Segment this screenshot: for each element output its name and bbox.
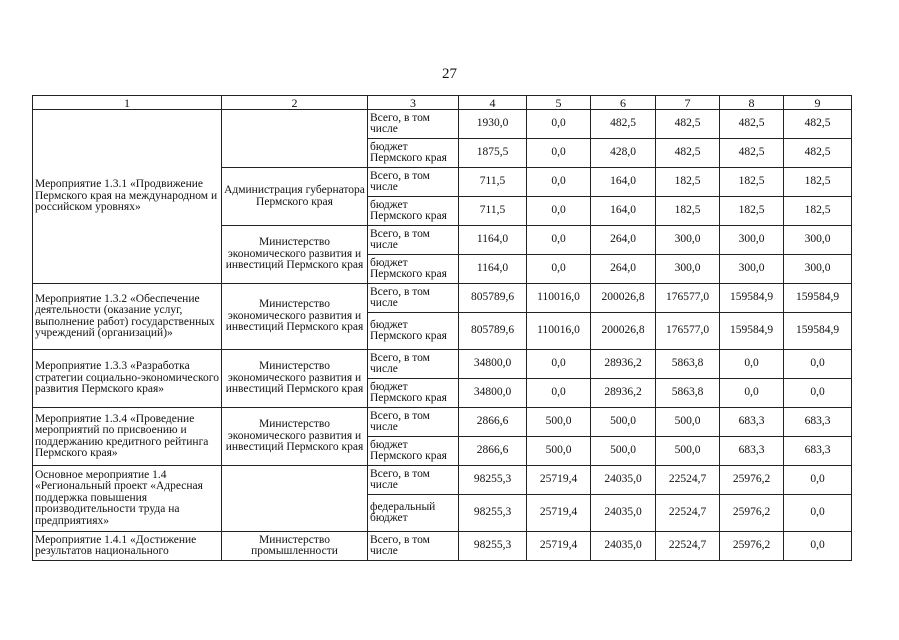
value-cell: 482,5	[591, 110, 656, 139]
header-cell: 3	[368, 96, 459, 110]
value-cell: 0,0	[784, 466, 852, 495]
header-row	[33, 96, 852, 110]
value-cell: 1875,5	[459, 139, 527, 168]
budget-table	[32, 95, 852, 561]
activity-name-cell: Основное мероприятие 1.4 «Региональный проект «Адресная поддержка повышения производительности труда на предприятиях»	[33, 466, 222, 532]
executor-cell: Министерство экономического развития и инвестиций Пермского края	[222, 408, 368, 466]
value-cell: 22524,7	[656, 495, 720, 532]
executor-cell	[222, 466, 368, 532]
funding-source-cell: бюджет Пермского края	[368, 313, 459, 350]
value-cell: 805789,6	[459, 284, 527, 313]
funding-source-cell: Всего, в том числе	[368, 226, 459, 255]
value-cell: 159584,9	[720, 313, 784, 350]
executor-cell: Министерство экономического развития и инвестиций Пермского края	[222, 226, 368, 284]
value-cell: 25976,2	[720, 466, 784, 495]
value-cell: 300,0	[656, 255, 720, 284]
value-cell: 24035,0	[591, 466, 656, 495]
value-cell: 1164,0	[459, 226, 527, 255]
value-cell: 182,5	[720, 197, 784, 226]
header-cell: 7	[656, 96, 720, 110]
value-cell: 176577,0	[656, 284, 720, 313]
value-cell: 24035,0	[591, 532, 656, 561]
table-row	[33, 350, 852, 379]
activity-name-cell: Мероприятие 1.4.1 «Достижение результатов национального	[33, 532, 222, 561]
executor-cell: Министерство экономического развития и инвестиций Пермского края	[222, 350, 368, 408]
funding-source-cell: Всего, в том числе	[368, 110, 459, 139]
value-cell: 0,0	[527, 226, 591, 255]
value-cell: 482,5	[784, 139, 852, 168]
value-cell: 482,5	[784, 110, 852, 139]
table-row	[33, 110, 852, 139]
value-cell: 482,5	[720, 139, 784, 168]
value-cell: 0,0	[527, 255, 591, 284]
value-cell: 98255,3	[459, 495, 527, 532]
executor-cell	[222, 110, 368, 168]
value-cell: 98255,3	[459, 532, 527, 561]
value-cell: 482,5	[656, 139, 720, 168]
activity-name-cell: Мероприятие 1.3.4 «Проведение мероприятий по присвоению и поддержанию кредитного рейтинга Пермского края»	[33, 408, 222, 466]
funding-source-cell: бюджет Пермского края	[368, 379, 459, 408]
value-cell: 176577,0	[656, 313, 720, 350]
value-cell: 0,0	[527, 350, 591, 379]
value-cell: 25719,4	[527, 466, 591, 495]
value-cell: 5863,8	[656, 350, 720, 379]
value-cell: 164,0	[591, 197, 656, 226]
value-cell: 110016,0	[527, 284, 591, 313]
value-cell: 500,0	[656, 408, 720, 437]
funding-source-cell: федеральный бюджет	[368, 495, 459, 532]
value-cell: 5863,8	[656, 379, 720, 408]
value-cell: 0,0	[784, 379, 852, 408]
header-cell: 1	[33, 96, 222, 110]
value-cell: 711,5	[459, 197, 527, 226]
value-cell: 300,0	[720, 255, 784, 284]
value-cell: 28936,2	[591, 379, 656, 408]
executor-cell: Администрация губернатора Пермского края	[222, 168, 368, 226]
header-cell: 6	[591, 96, 656, 110]
header-cell: 9	[784, 96, 852, 110]
value-cell: 24035,0	[591, 495, 656, 532]
value-cell: 683,3	[720, 408, 784, 437]
value-cell: 182,5	[656, 168, 720, 197]
value-cell: 0,0	[527, 379, 591, 408]
value-cell: 1930,0	[459, 110, 527, 139]
value-cell: 2866,6	[459, 437, 527, 466]
value-cell: 500,0	[591, 437, 656, 466]
value-cell: 25976,2	[720, 495, 784, 532]
header-cell: 4	[459, 96, 527, 110]
value-cell: 300,0	[720, 226, 784, 255]
funding-source-cell: бюджет Пермского края	[368, 139, 459, 168]
value-cell: 264,0	[591, 226, 656, 255]
value-cell: 0,0	[527, 110, 591, 139]
value-cell: 0,0	[784, 350, 852, 379]
value-cell: 34800,0	[459, 350, 527, 379]
value-cell: 22524,7	[656, 532, 720, 561]
activity-name-cell: Мероприятие 1.3.2 «Обеспечение деятельности (оказание услуг, выполнение работ) государственных учреждений (организаций)»	[33, 284, 222, 350]
value-cell: 300,0	[784, 226, 852, 255]
value-cell: 1164,0	[459, 255, 527, 284]
value-cell: 182,5	[784, 197, 852, 226]
value-cell: 428,0	[591, 139, 656, 168]
activity-name-cell: Мероприятие 1.3.3 «Разработка стратегии социально-экономического развития Пермского края»	[33, 350, 222, 408]
value-cell: 0,0	[527, 197, 591, 226]
value-cell: 0,0	[720, 379, 784, 408]
table-row	[33, 466, 852, 495]
value-cell: 110016,0	[527, 313, 591, 350]
value-cell: 28936,2	[591, 350, 656, 379]
value-cell: 264,0	[591, 255, 656, 284]
value-cell: 200026,8	[591, 313, 656, 350]
value-cell: 683,3	[720, 437, 784, 466]
page-number: 27	[442, 66, 457, 82]
funding-source-cell: Всего, в том числе	[368, 408, 459, 437]
value-cell: 683,3	[784, 408, 852, 437]
value-cell: 164,0	[591, 168, 656, 197]
value-cell: 0,0	[784, 495, 852, 532]
header-cell: 5	[527, 96, 591, 110]
value-cell: 300,0	[656, 226, 720, 255]
funding-source-cell: Всего, в том числе	[368, 350, 459, 379]
funding-source-cell: Всего, в том числе	[368, 532, 459, 561]
value-cell: 500,0	[527, 408, 591, 437]
table-row	[33, 408, 852, 437]
value-cell: 25719,4	[527, 495, 591, 532]
funding-source-cell: Всего, в том числе	[368, 466, 459, 495]
value-cell: 159584,9	[784, 284, 852, 313]
value-cell: 22524,7	[656, 466, 720, 495]
value-cell: 182,5	[720, 168, 784, 197]
funding-source-cell: бюджет Пермского края	[368, 197, 459, 226]
value-cell: 805789,6	[459, 313, 527, 350]
table-row	[33, 284, 852, 313]
value-cell: 0,0	[720, 350, 784, 379]
value-cell: 25976,2	[720, 532, 784, 561]
value-cell: 159584,9	[720, 284, 784, 313]
value-cell: 500,0	[527, 437, 591, 466]
value-cell: 182,5	[656, 197, 720, 226]
executor-cell: Министерство экономического развития и инвестиций Пермского края	[222, 284, 368, 350]
value-cell: 34800,0	[459, 379, 527, 408]
header-cell: 8	[720, 96, 784, 110]
activity-name-cell: Мероприятие 1.3.1 «Продвижение Пермского края на международном и российском уровнях»	[33, 110, 222, 284]
value-cell: 0,0	[527, 139, 591, 168]
funding-source-cell: Всего, в том числе	[368, 284, 459, 313]
value-cell: 482,5	[656, 110, 720, 139]
value-cell: 0,0	[784, 532, 852, 561]
table-row	[33, 532, 852, 561]
funding-source-cell: бюджет Пермского края	[368, 255, 459, 284]
funding-source-cell: бюджет Пермского края	[368, 437, 459, 466]
value-cell: 25719,4	[527, 532, 591, 561]
funding-source-cell: Всего, в том числе	[368, 168, 459, 197]
value-cell: 482,5	[720, 110, 784, 139]
value-cell: 683,3	[784, 437, 852, 466]
value-cell: 500,0	[656, 437, 720, 466]
value-cell: 711,5	[459, 168, 527, 197]
executor-cell: Министерство промышленности	[222, 532, 368, 561]
value-cell: 200026,8	[591, 284, 656, 313]
value-cell: 0,0	[527, 168, 591, 197]
value-cell: 2866,6	[459, 408, 527, 437]
value-cell: 159584,9	[784, 313, 852, 350]
header-cell: 2	[222, 96, 368, 110]
value-cell: 500,0	[591, 408, 656, 437]
value-cell: 98255,3	[459, 466, 527, 495]
value-cell: 182,5	[784, 168, 852, 197]
value-cell: 300,0	[784, 255, 852, 284]
